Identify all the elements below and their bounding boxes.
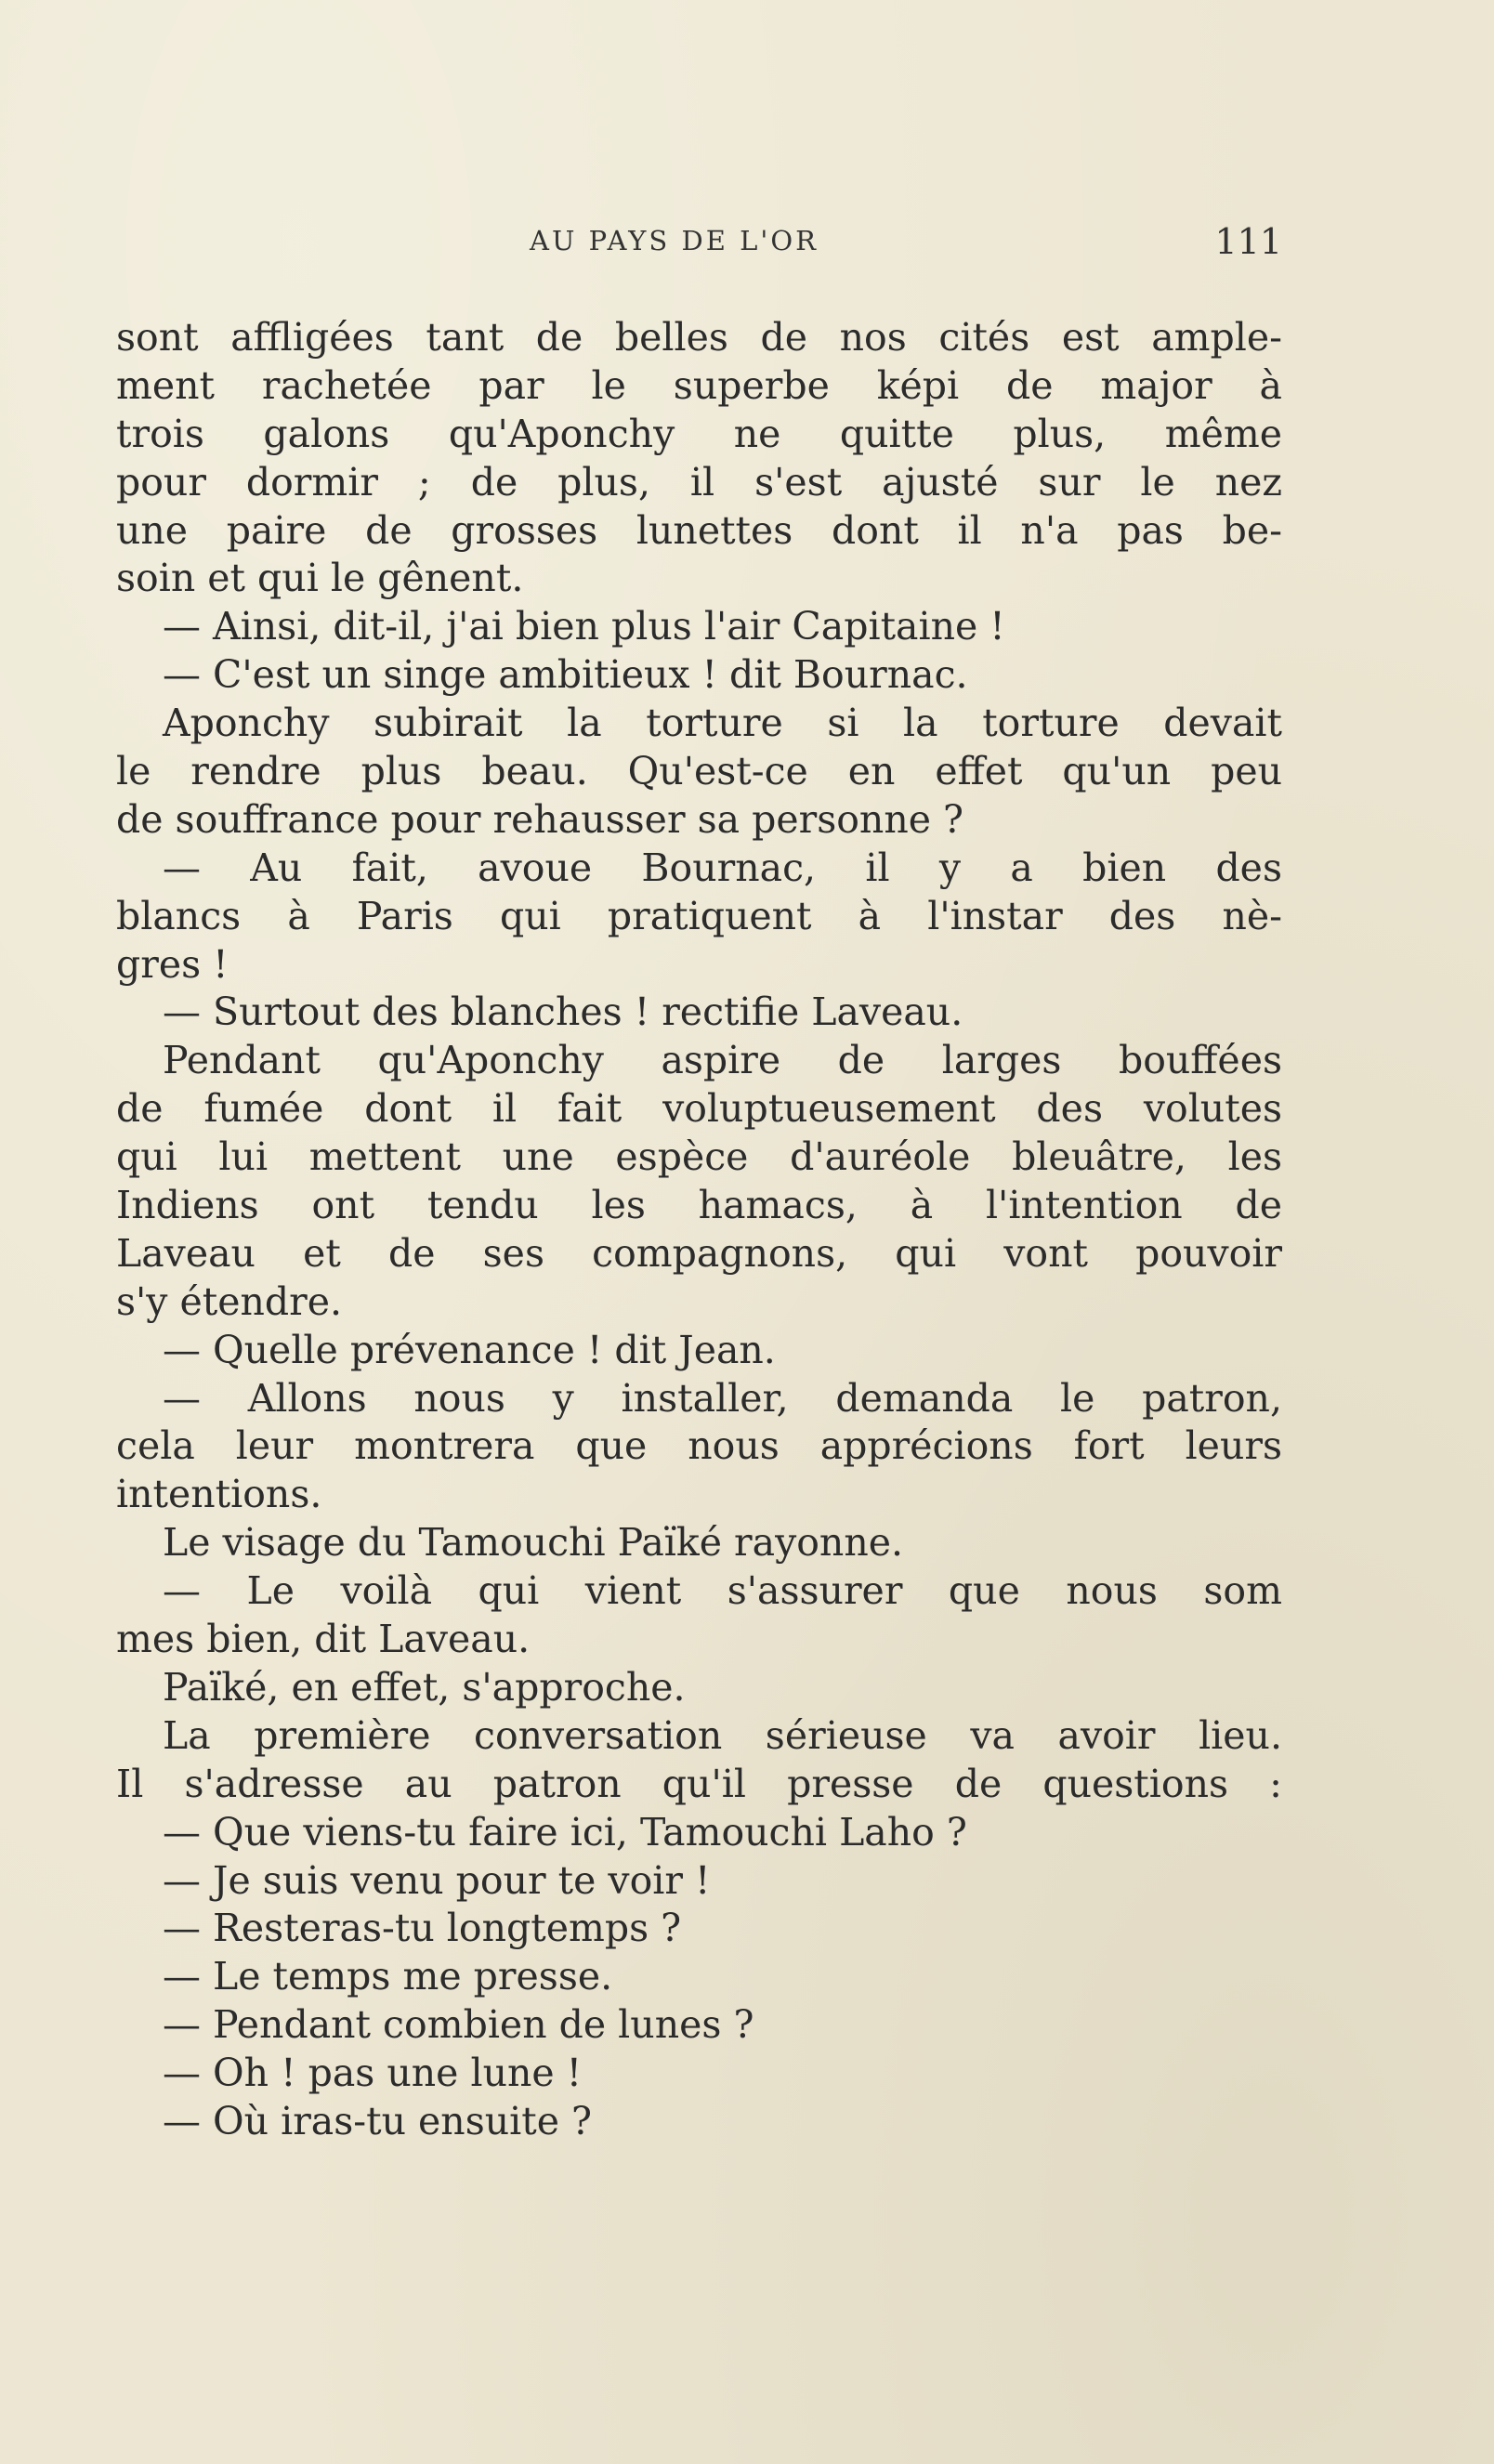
text-line: — Pendant combien de lunes ? [163, 2002, 754, 2048]
text-line: Pendant qu'Aponchy aspire de larges bouffées [163, 1038, 1282, 1083]
text-line: Laveau et de ses compagnons, qui vont pouvoir [116, 1230, 1282, 1276]
text-line: — Surtout des blanches ! rectifie Laveau. [163, 990, 963, 1035]
text-line: — Oh ! pas une lune ! [163, 2051, 583, 2096]
text-line: La première conversation sérieuse va avoir lieu. [163, 1712, 1282, 1758]
page-header [116, 221, 1282, 268]
text-line: le rendre plus beau. Qu'est-ce en effet qu'un peu [116, 749, 1282, 794]
text-line: sont affligées tant de belles de nos cités est ample- [116, 315, 1282, 360]
text-line: une paire de grosses lunettes dont il n'a pas be- [116, 507, 1282, 553]
text-line: Indiens ont tendu les hamacs, à l'intention de [116, 1183, 1282, 1228]
text-line: Païké, en effet, s'approche. [163, 1664, 686, 1710]
text-line: — Où iras-tu ensuite ? [163, 2098, 593, 2143]
text-line: — Quelle prévenance ! dit Jean. [163, 1327, 776, 1372]
text-line: — Au fait, avoue Bournac, il y a bien des [163, 845, 1282, 890]
text-line: Le visage du Tamouchi Païké rayonne. [163, 1520, 904, 1566]
text-line: de souffrance pour rehausser sa personne ? [116, 796, 964, 842]
page-number: 111 [1214, 221, 1282, 262]
text-line: — Resteras-tu longtemps ? [163, 1906, 682, 1951]
text-line: s'y étendre. [116, 1278, 343, 1324]
text-line: ment rachetée par le superbe képi de major à [116, 362, 1282, 408]
text-line: de fumée dont il fait voluptueusement des volutes [116, 1086, 1282, 1132]
text-line: blancs à Paris qui pratiquent à l'instar des nè- [116, 893, 1282, 938]
text-line: Il s'adresse au patron qu'il presse de questions : [116, 1761, 1282, 1806]
text-line: gres ! [116, 941, 229, 987]
body-text [116, 314, 1282, 2146]
text-line: — Le temps me presse. [163, 1954, 613, 1999]
text-line: — Le voilà qui vient s'assurer que nous som [163, 1568, 1282, 1614]
text-line: intentions. [116, 1472, 322, 1517]
text-line: — Ainsi, dit-il, j'ai bien plus l'air Capitaine ! [163, 604, 1005, 649]
text-line: cela leur montrera que nous apprécions fort leurs [116, 1423, 1282, 1469]
text-line: mes bien, dit Laveau. [116, 1617, 531, 1662]
running-title: AU PAYS DE L'OR [530, 225, 819, 256]
text-line: — C'est un singe ambitieux ! dit Bournac. [163, 652, 968, 698]
text-line: pour dormir ; de plus, il s'est ajusté sur le nez [116, 459, 1282, 505]
text-line: — Que viens-tu faire ici, Tamouchi Laho ? [163, 1809, 967, 1855]
text-line: qui lui mettent une espèce d'auréole bleuâtre, les [116, 1134, 1282, 1180]
text-line: — Allons nous y installer, demanda le patron, [163, 1375, 1282, 1421]
text-line: soin et qui le gênent. [116, 556, 524, 601]
text-line: — Je suis venu pour te voir ! [163, 1857, 711, 1903]
text-line: Aponchy subirait la torture si la torture devait [163, 701, 1282, 746]
text-line: trois galons qu'Aponchy ne quitte plus, même [116, 411, 1282, 456]
